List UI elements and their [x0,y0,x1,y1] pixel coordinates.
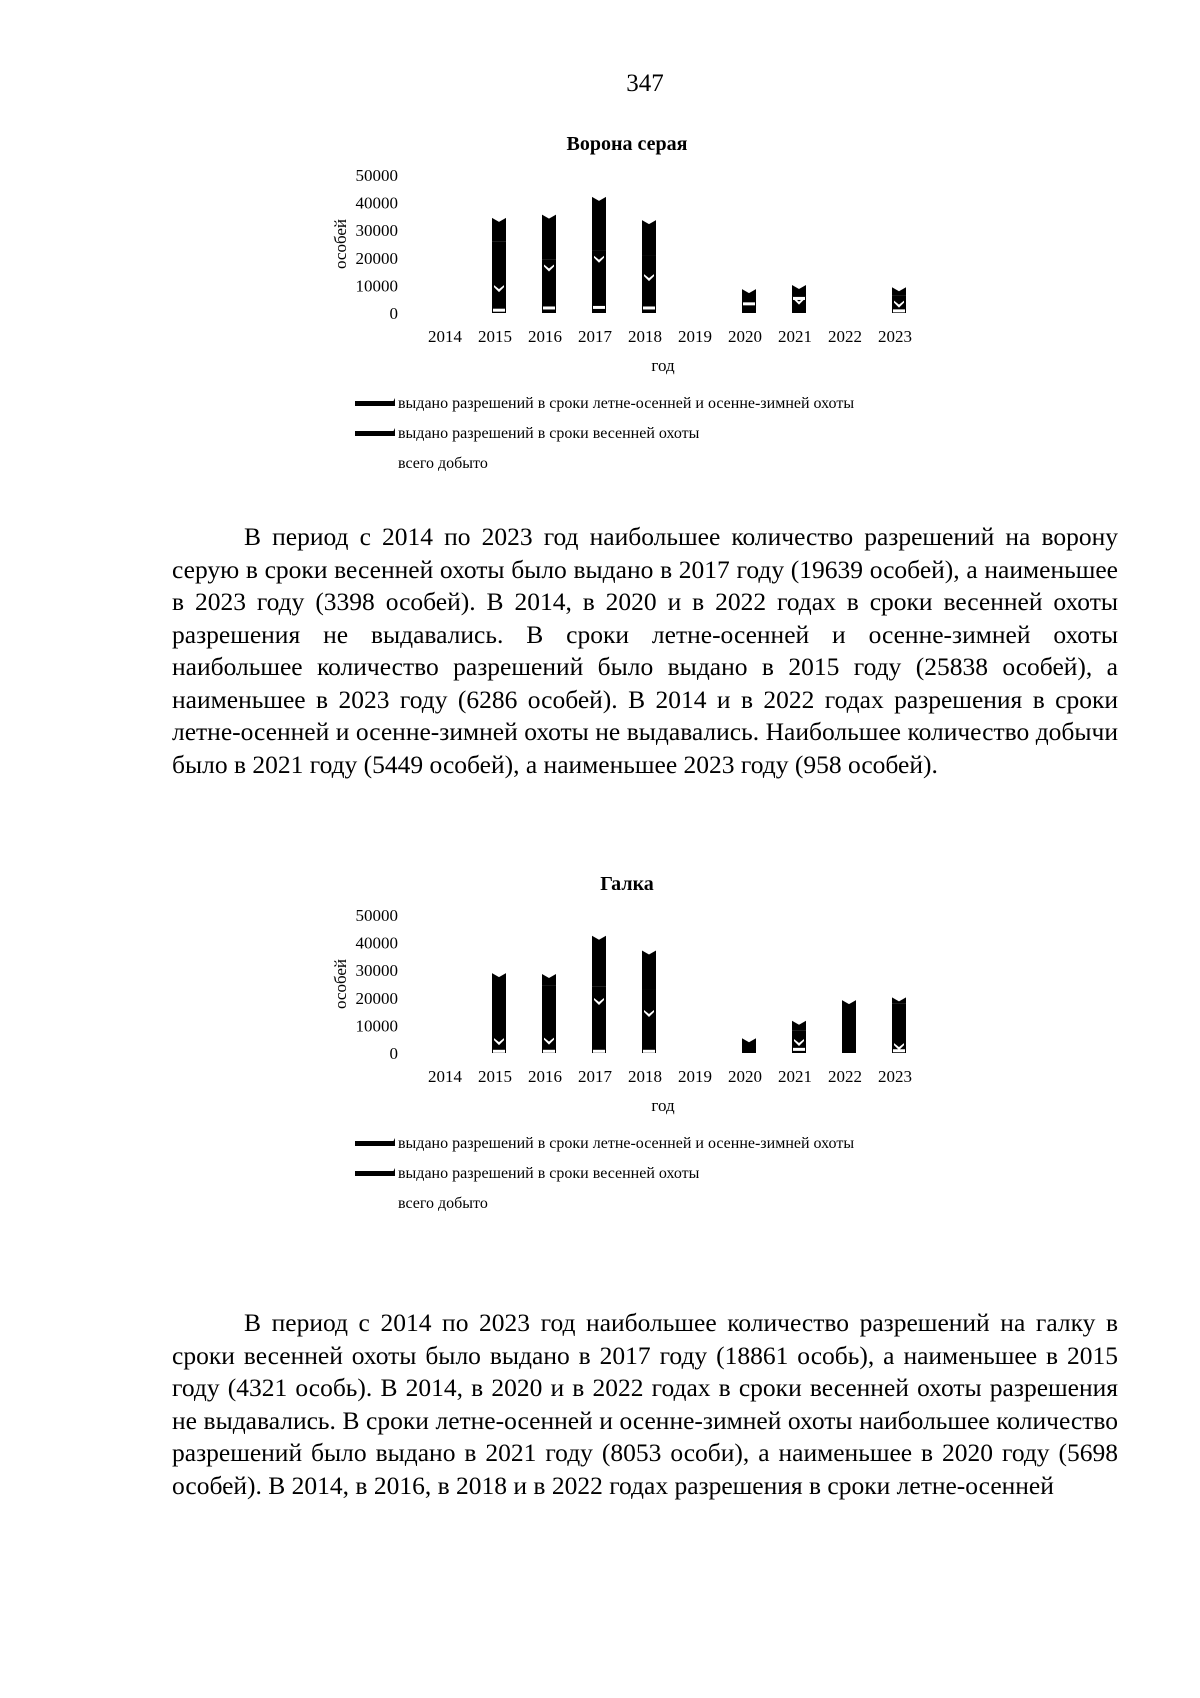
legend-swatch [355,431,395,436]
x-tick-label: 2020 [728,1067,762,1086]
bar-harvest-marker [593,1050,605,1053]
chart-title: Ворона серая [566,133,688,155]
legend-entry: выдано разрешений в сроки весенней охоты [398,1165,700,1182]
chart-galka [300,868,1060,1268]
chart-vorona-seraya [300,128,1060,528]
x-tick-label: 2021 [778,1067,812,1086]
y-tick-label: 10000 [355,276,398,296]
x-tick-label: 2020 [728,327,762,346]
bar-summer-autumn [892,1003,906,1053]
bar-harvest-marker [893,309,905,312]
bar-spring [592,196,606,250]
y-tick-label: 40000 [355,933,398,953]
y-tick-label: 20000 [355,248,398,268]
x-tick-label: 2018 [628,1067,662,1086]
bar-harvest-marker [543,1050,555,1053]
x-tick-label: 2017 [578,1067,612,1086]
legend-entry: всего добыто [398,1195,488,1212]
legend-swatch [355,401,395,406]
bar-harvest [842,999,856,1053]
bar-summer-autumn [592,987,606,1053]
paragraph-vorona: В период с 2014 по 2023 год наибольшее количество разрешений на ворону серую в сроки весенней охоты было выдано в 2017 году (19639 особей), а наименьшее в 2023 году (3398 особей). В 2014, в 2020 и в 2022 годах в сроки весенней охоты разрешения не выдавались. В сроки летне-осенней и осенне-зимней охоты наибольшее количество разрешений было выдано в 2015 году (25838 особей), а наименьшее в 2023 году (6286 особей). В 2014 и в 2022 годах разрешения в сроки летне-осенней и осенне-зимней охоты не выдавались. Наибольшее количество добычи было в 2021 году (5449 особей), а наименьшее 2023 году (958 особей). [172,522,1118,779]
bar-harvest-marker [643,1050,655,1053]
bar-harvest-marker [493,309,505,312]
chart-title: Галка [600,873,654,895]
bar-harvest-marker [793,297,805,300]
y-tick-label: 20000 [355,988,398,1008]
bar-summer-autumn [542,259,556,313]
x-tick-label: 2021 [778,327,812,346]
bar-spring [542,214,556,260]
bar-spring [592,935,606,987]
y-tick-label: 10000 [355,1016,398,1036]
chart-svg [300,128,1060,528]
paragraph-galka: В период с 2014 по 2023 год наибольшее количество разрешений на галку в сроки весенней охоты было выдано в 2017 году (18861 особь), а наименьшее в 2015 году (4321 особь). В 2014, в 2020 и в 2022 годах в сроки весенней охоты разрешения не выдавались. В сроки летне-осенней и осенне-зимней охоты наибольшее количество разрешений было выдано в 2021 году (8053 особи), а наименьшее в 2020 году (5698 особей). В 2014, в 2016, в 2018 и в 2022 годах разрешения в сроки летне-осенней [172,1308,1118,1500]
legend-swatch [355,1171,395,1176]
bar-harvest-marker [793,1048,805,1051]
x-tick-label: 2022 [828,1067,862,1086]
x-tick-label: 2017 [578,327,612,346]
x-tick-label: 2014 [428,1067,462,1086]
x-tick-label: 2015 [478,327,512,346]
x-axis-label: год [651,356,675,375]
y-tick-label: 0 [389,304,398,323]
bar-harvest-marker [743,302,755,305]
x-tick-label: 2014 [428,327,462,346]
x-tick-label: 2018 [628,327,662,346]
y-tick-label: 30000 [355,221,398,241]
legend-swatch [355,1141,395,1146]
x-tick-label: 2019 [678,327,712,346]
x-tick-label: 2016 [528,327,562,346]
x-tick-label: 2022 [828,327,862,346]
bar-spring [642,219,656,255]
chart-svg [300,868,1060,1268]
page-number: 347 [626,70,664,97]
bar-harvest-marker [493,1050,505,1053]
y-axis-label: особей [331,958,350,1010]
legend-entry: всего добыто [398,455,488,472]
y-tick-label: 0 [389,1044,398,1063]
bar-harvest-marker [593,306,605,309]
x-tick-label: 2023 [878,1067,912,1086]
legend-entry: выдано разрешений в сроки летне-осенней и осенне-зимней охоты [398,395,855,412]
legend-entry: выдано разрешений в сроки летне-осенней и осенне-зимней охоты [398,1135,855,1152]
bar-summer-autumn [642,255,656,313]
bar-harvest-marker [543,306,555,309]
y-tick-label: 40000 [355,193,398,213]
x-tick-label: 2019 [678,1067,712,1086]
bar-spring [642,950,656,990]
y-tick-label: 30000 [355,961,398,981]
x-tick-label: 2023 [878,327,912,346]
bar-summer-autumn [492,242,506,313]
y-tick-label: 50000 [355,906,398,925]
legend-entry: выдано разрешений в сроки весенней охоты [398,425,700,442]
bar-harvest-marker [643,306,655,309]
y-axis-label: особей [331,218,350,270]
bar-summer-autumn [592,250,606,313]
x-tick-label: 2016 [528,1067,562,1086]
bar-summer-autumn [642,990,656,1053]
x-tick-label: 2015 [478,1067,512,1086]
bar-harvest-marker [893,1049,905,1052]
y-tick-label: 50000 [355,166,398,185]
x-axis-label: год [651,1096,675,1115]
